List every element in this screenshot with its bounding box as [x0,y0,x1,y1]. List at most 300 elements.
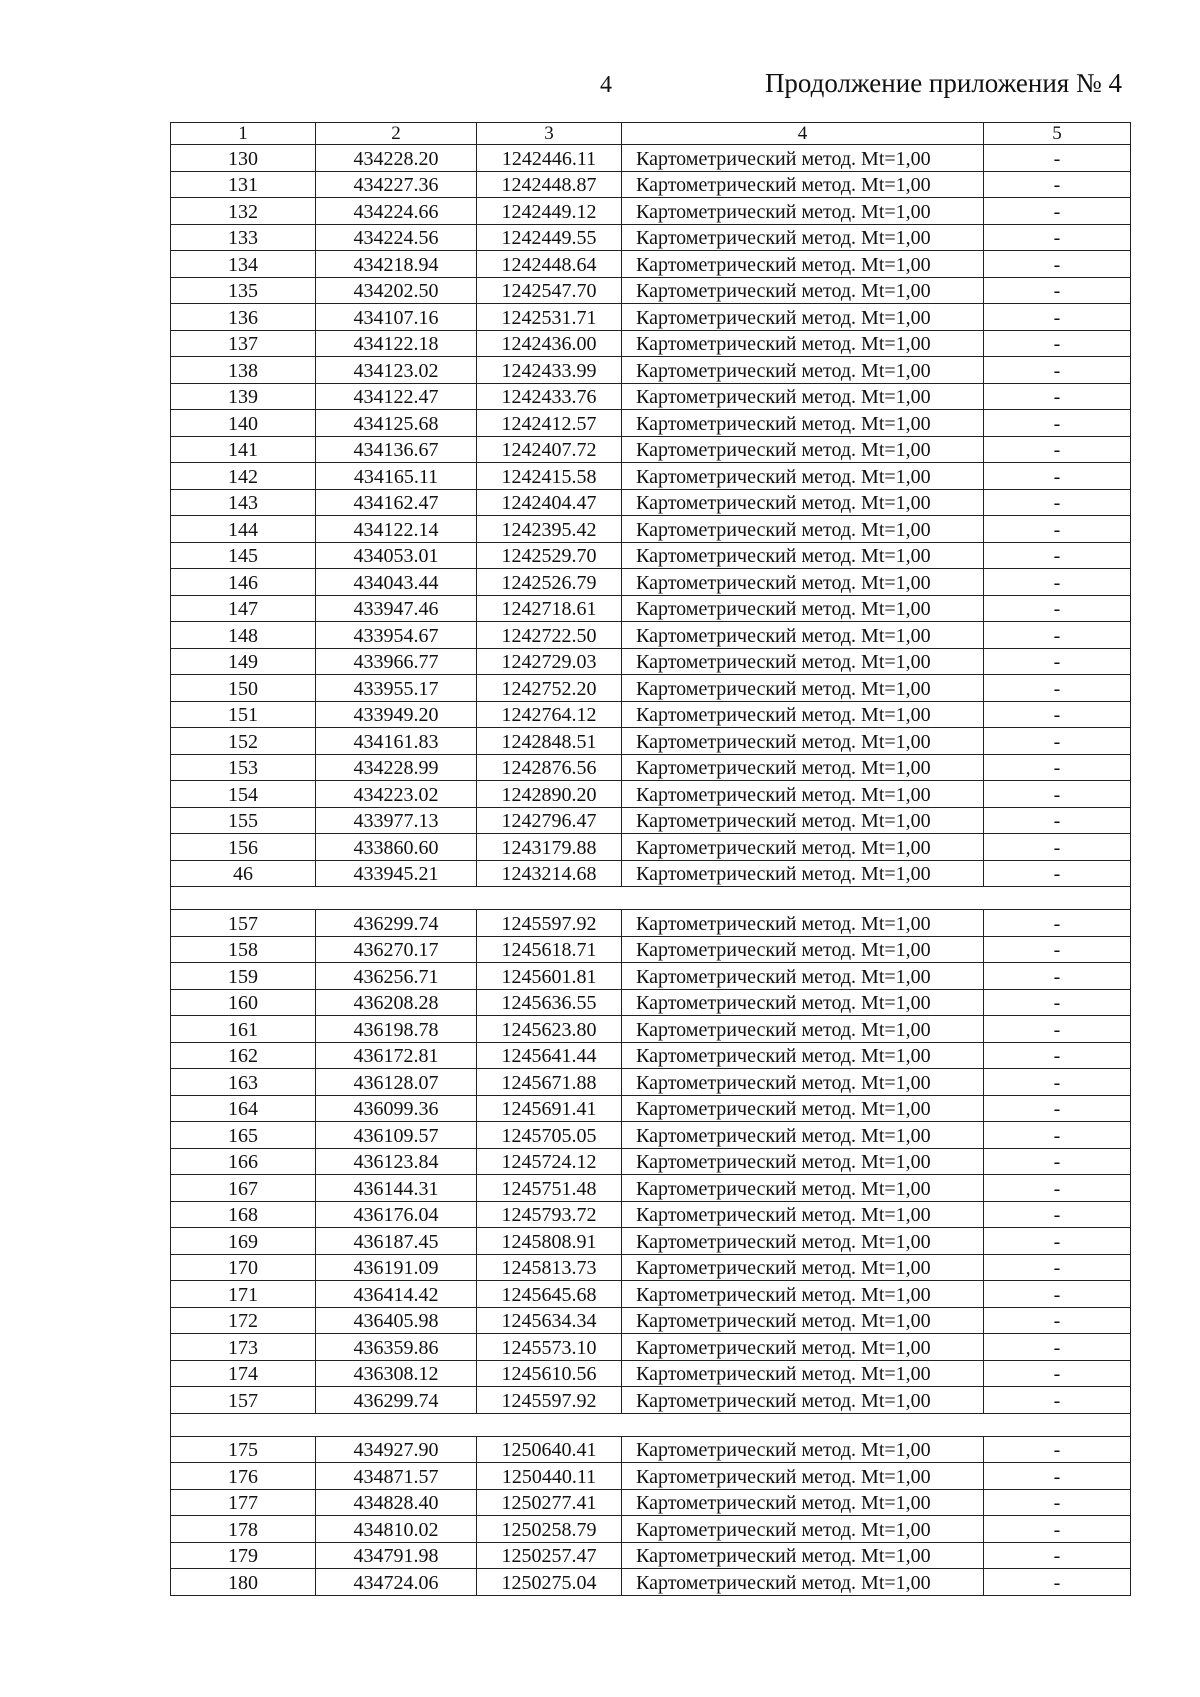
x-coordinate-cell: 434161.83 [316,728,477,755]
note-cell: - [984,277,1131,304]
y-coordinate-cell: 1242729.03 [477,648,622,675]
note-cell: - [984,1175,1131,1202]
method-cell: Картометрический метод. Mt=1,00 [622,1122,984,1149]
note-cell: - [984,910,1131,937]
x-coordinate-cell: 434136.67 [316,436,477,463]
table-row [171,1201,1131,1228]
y-coordinate-cell: 1242415.58 [477,463,622,490]
x-coordinate-cell: 434123.02 [316,357,477,384]
note-cell: - [984,648,1131,675]
y-coordinate-cell: 1245597.92 [477,910,622,937]
method-cell: Картометрический метод. Mt=1,00 [622,910,984,937]
point-number-cell: 175 [171,1436,316,1463]
method-cell: Картометрический метод. Mt=1,00 [622,622,984,649]
x-coordinate-cell: 434202.50 [316,277,477,304]
point-number-cell: 160 [171,989,316,1016]
y-coordinate-cell: 1245645.68 [477,1281,622,1308]
note-cell: - [984,1569,1131,1596]
note-cell: - [984,224,1131,251]
note-cell: - [984,569,1131,596]
point-number-cell: 139 [171,383,316,410]
y-coordinate-cell: 1242531.71 [477,304,622,331]
table-row [171,1042,1131,1069]
table-row [171,675,1131,702]
table-row [171,463,1131,490]
x-coordinate-cell: 433860.60 [316,834,477,861]
note-cell: - [984,1042,1131,1069]
table-row [171,330,1131,357]
point-number-cell: 134 [171,251,316,278]
table-row [171,1436,1131,1463]
y-coordinate-cell: 1250640.41 [477,1436,622,1463]
method-cell: Картометрический метод. Mt=1,00 [622,1436,984,1463]
note-cell: - [984,701,1131,728]
y-coordinate-cell: 1242876.56 [477,754,622,781]
y-coordinate-cell: 1245641.44 [477,1042,622,1069]
x-coordinate-cell: 434165.11 [316,463,477,490]
y-coordinate-cell: 1250277.41 [477,1489,622,1516]
column-header-1: 1 [171,123,316,145]
point-number-cell: 135 [171,277,316,304]
method-cell: Картометрический метод. Mt=1,00 [622,330,984,357]
method-cell: Картометрический метод. Mt=1,00 [622,1069,984,1096]
column-header-3: 3 [477,123,622,145]
point-number-cell: 146 [171,569,316,596]
x-coordinate-cell: 434791.98 [316,1542,477,1569]
method-cell: Картометрический метод. Mt=1,00 [622,198,984,225]
table-row [171,963,1131,990]
x-coordinate-cell: 436172.81 [316,1042,477,1069]
point-number-cell: 173 [171,1334,316,1361]
table-row [171,198,1131,225]
table-row [171,728,1131,755]
y-coordinate-cell: 1250440.11 [477,1463,622,1490]
x-coordinate-cell: 436144.31 [316,1175,477,1202]
y-coordinate-cell: 1242412.57 [477,410,622,437]
method-cell: Картометрический метод. Mt=1,00 [622,963,984,990]
table-row [171,516,1131,543]
note-cell: - [984,489,1131,516]
method-cell: Картометрический метод. Mt=1,00 [622,410,984,437]
y-coordinate-cell: 1242448.64 [477,251,622,278]
y-coordinate-cell: 1242718.61 [477,595,622,622]
note-cell: - [984,1360,1131,1387]
note-cell: - [984,1463,1131,1490]
table-row [171,1069,1131,1096]
x-coordinate-cell: 434228.20 [316,145,477,172]
x-coordinate-cell: 434043.44 [316,569,477,596]
table-row [171,489,1131,516]
table-row [171,1122,1131,1149]
x-coordinate-cell: 436256.71 [316,963,477,990]
x-coordinate-cell: 433954.67 [316,622,477,649]
table-row [171,807,1131,834]
y-coordinate-cell: 1242404.47 [477,489,622,516]
method-cell: Картометрический метод. Mt=1,00 [622,1201,984,1228]
y-coordinate-cell: 1245623.80 [477,1016,622,1043]
method-cell: Картометрический метод. Mt=1,00 [622,1307,984,1334]
method-cell: Картометрический метод. Mt=1,00 [622,1254,984,1281]
point-number-cell: 161 [171,1016,316,1043]
y-coordinate-cell: 1242547.70 [477,277,622,304]
point-number-cell: 132 [171,198,316,225]
continuation-title: Продолжение приложения № 4 [764,68,1122,98]
y-coordinate-cell: 1242436.00 [477,330,622,357]
method-cell: Картометрический метод. Mt=1,00 [622,1360,984,1387]
method-cell: Картометрический метод. Mt=1,00 [622,936,984,963]
table-row [171,648,1131,675]
table-row [171,754,1131,781]
note-cell: - [984,1516,1131,1543]
point-number-cell: 149 [171,648,316,675]
y-coordinate-cell: 1245634.34 [477,1307,622,1334]
point-number-cell: 174 [171,1360,316,1387]
table-row [171,542,1131,569]
note-cell: - [984,383,1131,410]
method-cell: Картометрический метод. Mt=1,00 [622,304,984,331]
method-cell: Картометрический метод. Mt=1,00 [622,463,984,490]
y-coordinate-cell: 1242890.20 [477,781,622,808]
y-coordinate-cell: 1242448.87 [477,171,622,198]
note-cell: - [984,436,1131,463]
coordinates-table-body [171,123,1131,1596]
x-coordinate-cell: 436270.17 [316,936,477,963]
method-cell: Картометрический метод. Mt=1,00 [622,277,984,304]
method-cell: Картометрический метод. Mt=1,00 [622,728,984,755]
method-cell: Картометрический метод. Mt=1,00 [622,1148,984,1175]
table-row [171,410,1131,437]
method-cell: Картометрический метод. Mt=1,00 [622,542,984,569]
method-cell: Картометрический метод. Mt=1,00 [622,595,984,622]
method-cell: Картометрический метод. Mt=1,00 [622,1042,984,1069]
y-coordinate-cell: 1242449.55 [477,224,622,251]
table-row [171,1148,1131,1175]
method-cell: Картометрический метод. Mt=1,00 [622,1334,984,1361]
x-coordinate-cell: 434810.02 [316,1516,477,1543]
y-coordinate-cell: 1243179.88 [477,834,622,861]
point-number-cell: 169 [171,1228,316,1255]
y-coordinate-cell: 1242796.47 [477,807,622,834]
method-cell: Картометрический метод. Mt=1,00 [622,860,984,887]
note-cell: - [984,1436,1131,1463]
y-coordinate-cell: 1242407.72 [477,436,622,463]
table-row [171,1254,1131,1281]
point-number-cell: 133 [171,224,316,251]
table-row [171,277,1131,304]
y-coordinate-cell: 1245813.73 [477,1254,622,1281]
x-coordinate-cell: 434223.02 [316,781,477,808]
point-number-cell: 138 [171,357,316,384]
x-coordinate-cell: 434162.47 [316,489,477,516]
note-cell: - [984,963,1131,990]
point-number-cell: 150 [171,675,316,702]
x-coordinate-cell: 434724.06 [316,1569,477,1596]
note-cell: - [984,198,1131,225]
note-cell: - [984,1542,1131,1569]
point-number-cell: 155 [171,807,316,834]
point-number-cell: 168 [171,1201,316,1228]
method-cell: Картометрический метод. Mt=1,00 [622,807,984,834]
point-number-cell: 162 [171,1042,316,1069]
note-cell: - [984,728,1131,755]
table-row [171,145,1131,172]
y-coordinate-cell: 1242433.99 [477,357,622,384]
note-cell: - [984,834,1131,861]
y-coordinate-cell: 1245793.72 [477,1201,622,1228]
method-cell: Картометрический метод. Mt=1,00 [622,1228,984,1255]
note-cell: - [984,754,1131,781]
method-cell: Картометрический метод. Mt=1,00 [622,1281,984,1308]
point-number-cell: 157 [171,1387,316,1414]
y-coordinate-cell: 1245808.91 [477,1228,622,1255]
y-coordinate-cell: 1242433.76 [477,383,622,410]
x-coordinate-cell: 434871.57 [316,1463,477,1490]
x-coordinate-cell: 434218.94 [316,251,477,278]
column-number-row [171,123,1131,145]
x-coordinate-cell: 434053.01 [316,542,477,569]
x-coordinate-cell: 436128.07 [316,1069,477,1096]
x-coordinate-cell: 434927.90 [316,1436,477,1463]
point-number-cell: 137 [171,330,316,357]
point-number-cell: 159 [171,963,316,990]
table-row [171,1016,1131,1043]
x-coordinate-cell: 434828.40 [316,1489,477,1516]
y-coordinate-cell: 1245636.55 [477,989,622,1016]
method-cell: Картометрический метод. Mt=1,00 [622,224,984,251]
point-number-cell: 157 [171,910,316,937]
method-cell: Картометрический метод. Mt=1,00 [622,675,984,702]
x-coordinate-cell: 436299.74 [316,910,477,937]
group-separator-row [171,1413,1131,1436]
y-coordinate-cell: 1242449.12 [477,198,622,225]
page-number: 4 [600,72,612,98]
point-number-cell: 154 [171,781,316,808]
point-number-cell: 141 [171,436,316,463]
point-number-cell: 167 [171,1175,316,1202]
y-coordinate-cell: 1242529.70 [477,542,622,569]
method-cell: Картометрический метод. Mt=1,00 [622,701,984,728]
table-row [171,1307,1131,1334]
table-row [171,860,1131,887]
table-row [171,304,1131,331]
note-cell: - [984,1254,1131,1281]
point-number-cell: 145 [171,542,316,569]
note-cell: - [984,171,1131,198]
note-cell: - [984,595,1131,622]
y-coordinate-cell: 1242764.12 [477,701,622,728]
x-coordinate-cell: 436187.45 [316,1228,477,1255]
method-cell: Картометрический метод. Mt=1,00 [622,834,984,861]
table-row [171,1175,1131,1202]
group-separator-cell [171,887,1131,910]
note-cell: - [984,330,1131,357]
y-coordinate-cell: 1242526.79 [477,569,622,596]
point-number-cell: 166 [171,1148,316,1175]
point-number-cell: 177 [171,1489,316,1516]
note-cell: - [984,410,1131,437]
point-number-cell: 143 [171,489,316,516]
method-cell: Картометрический метод. Mt=1,00 [622,989,984,1016]
point-number-cell: 136 [171,304,316,331]
note-cell: - [984,357,1131,384]
x-coordinate-cell: 436176.04 [316,1201,477,1228]
note-cell: - [984,145,1131,172]
note-cell: - [984,304,1131,331]
point-number-cell: 158 [171,936,316,963]
coordinates-table [170,122,1131,1596]
point-number-cell: 163 [171,1069,316,1096]
y-coordinate-cell: 1242446.11 [477,145,622,172]
point-number-cell: 151 [171,701,316,728]
method-cell: Картометрический метод. Mt=1,00 [622,251,984,278]
x-coordinate-cell: 433949.20 [316,701,477,728]
x-coordinate-cell: 433955.17 [316,675,477,702]
method-cell: Картометрический метод. Mt=1,00 [622,1016,984,1043]
table-row [171,1228,1131,1255]
table-row [171,1516,1131,1543]
point-number-cell: 179 [171,1542,316,1569]
table-row [171,701,1131,728]
x-coordinate-cell: 436123.84 [316,1148,477,1175]
y-coordinate-cell: 1245705.05 [477,1122,622,1149]
y-coordinate-cell: 1245751.48 [477,1175,622,1202]
table-row [171,251,1131,278]
table-row [171,171,1131,198]
note-cell: - [984,1307,1131,1334]
table-row [171,1095,1131,1122]
method-cell: Картометрический метод. Mt=1,00 [622,171,984,198]
table-row [171,569,1131,596]
note-cell: - [984,1122,1131,1149]
note-cell: - [984,463,1131,490]
note-cell: - [984,1016,1131,1043]
table-row [171,357,1131,384]
y-coordinate-cell: 1242848.51 [477,728,622,755]
y-coordinate-cell: 1242722.50 [477,622,622,649]
x-coordinate-cell: 436308.12 [316,1360,477,1387]
method-cell: Картометрический метод. Mt=1,00 [622,648,984,675]
table-row [171,1360,1131,1387]
x-coordinate-cell: 436109.57 [316,1122,477,1149]
x-coordinate-cell: 434224.66 [316,198,477,225]
point-number-cell: 142 [171,463,316,490]
point-number-cell: 46 [171,860,316,887]
table-row [171,622,1131,649]
note-cell: - [984,542,1131,569]
note-cell: - [984,936,1131,963]
table-row [171,989,1131,1016]
y-coordinate-cell: 1245671.88 [477,1069,622,1096]
x-coordinate-cell: 434125.68 [316,410,477,437]
point-number-cell: 178 [171,1516,316,1543]
group-separator-row [171,887,1131,910]
note-cell: - [984,1201,1131,1228]
note-cell: - [984,1148,1131,1175]
y-coordinate-cell: 1245618.71 [477,936,622,963]
method-cell: Картометрический метод. Mt=1,00 [622,1463,984,1490]
x-coordinate-cell: 436208.28 [316,989,477,1016]
x-coordinate-cell: 433966.77 [316,648,477,675]
table-row [171,1387,1131,1414]
note-cell: - [984,675,1131,702]
note-cell: - [984,516,1131,543]
note-cell: - [984,1095,1131,1122]
note-cell: - [984,860,1131,887]
table-row [171,1569,1131,1596]
x-coordinate-cell: 436191.09 [316,1254,477,1281]
y-coordinate-cell: 1242395.42 [477,516,622,543]
note-cell: - [984,622,1131,649]
y-coordinate-cell: 1250275.04 [477,1569,622,1596]
point-number-cell: 156 [171,834,316,861]
x-coordinate-cell: 434227.36 [316,171,477,198]
y-coordinate-cell: 1250257.47 [477,1542,622,1569]
point-number-cell: 152 [171,728,316,755]
point-number-cell: 165 [171,1122,316,1149]
y-coordinate-cell: 1245573.10 [477,1334,622,1361]
note-cell: - [984,781,1131,808]
note-cell: - [984,989,1131,1016]
note-cell: - [984,1334,1131,1361]
table-row [171,1281,1131,1308]
method-cell: Картометрический метод. Mt=1,00 [622,357,984,384]
method-cell: Картометрический метод. Mt=1,00 [622,1489,984,1516]
x-coordinate-cell: 434107.16 [316,304,477,331]
x-coordinate-cell: 436359.86 [316,1334,477,1361]
x-coordinate-cell: 434228.99 [316,754,477,781]
y-coordinate-cell: 1243214.68 [477,860,622,887]
point-number-cell: 144 [171,516,316,543]
x-coordinate-cell: 434122.18 [316,330,477,357]
table-row [171,910,1131,937]
table-row [171,834,1131,861]
table-row [171,1463,1131,1490]
point-number-cell: 140 [171,410,316,437]
method-cell: Картометрический метод. Mt=1,00 [622,1569,984,1596]
y-coordinate-cell: 1242752.20 [477,675,622,702]
method-cell: Картометрический метод. Mt=1,00 [622,383,984,410]
method-cell: Картометрический метод. Mt=1,00 [622,489,984,516]
y-coordinate-cell: 1245610.56 [477,1360,622,1387]
y-coordinate-cell: 1245597.92 [477,1387,622,1414]
method-cell: Картометрический метод. Mt=1,00 [622,1095,984,1122]
method-cell: Картометрический метод. Mt=1,00 [622,781,984,808]
x-coordinate-cell: 433977.13 [316,807,477,834]
x-coordinate-cell: 436405.98 [316,1307,477,1334]
table-row [171,781,1131,808]
method-cell: Картометрический метод. Mt=1,00 [622,569,984,596]
point-number-cell: 131 [171,171,316,198]
y-coordinate-cell: 1250258.79 [477,1516,622,1543]
table-row [171,436,1131,463]
point-number-cell: 170 [171,1254,316,1281]
point-number-cell: 164 [171,1095,316,1122]
method-cell: Картометрический метод. Mt=1,00 [622,1387,984,1414]
note-cell: - [984,1228,1131,1255]
note-cell: - [984,251,1131,278]
table-row [171,1489,1131,1516]
group-separator-cell [171,1413,1131,1436]
x-coordinate-cell: 434122.47 [316,383,477,410]
table-row [171,383,1131,410]
y-coordinate-cell: 1245601.81 [477,963,622,990]
table-row [171,595,1131,622]
column-header-2: 2 [316,123,477,145]
point-number-cell: 153 [171,754,316,781]
note-cell: - [984,1281,1131,1308]
point-number-cell: 147 [171,595,316,622]
method-cell: Картометрический метод. Mt=1,00 [622,754,984,781]
